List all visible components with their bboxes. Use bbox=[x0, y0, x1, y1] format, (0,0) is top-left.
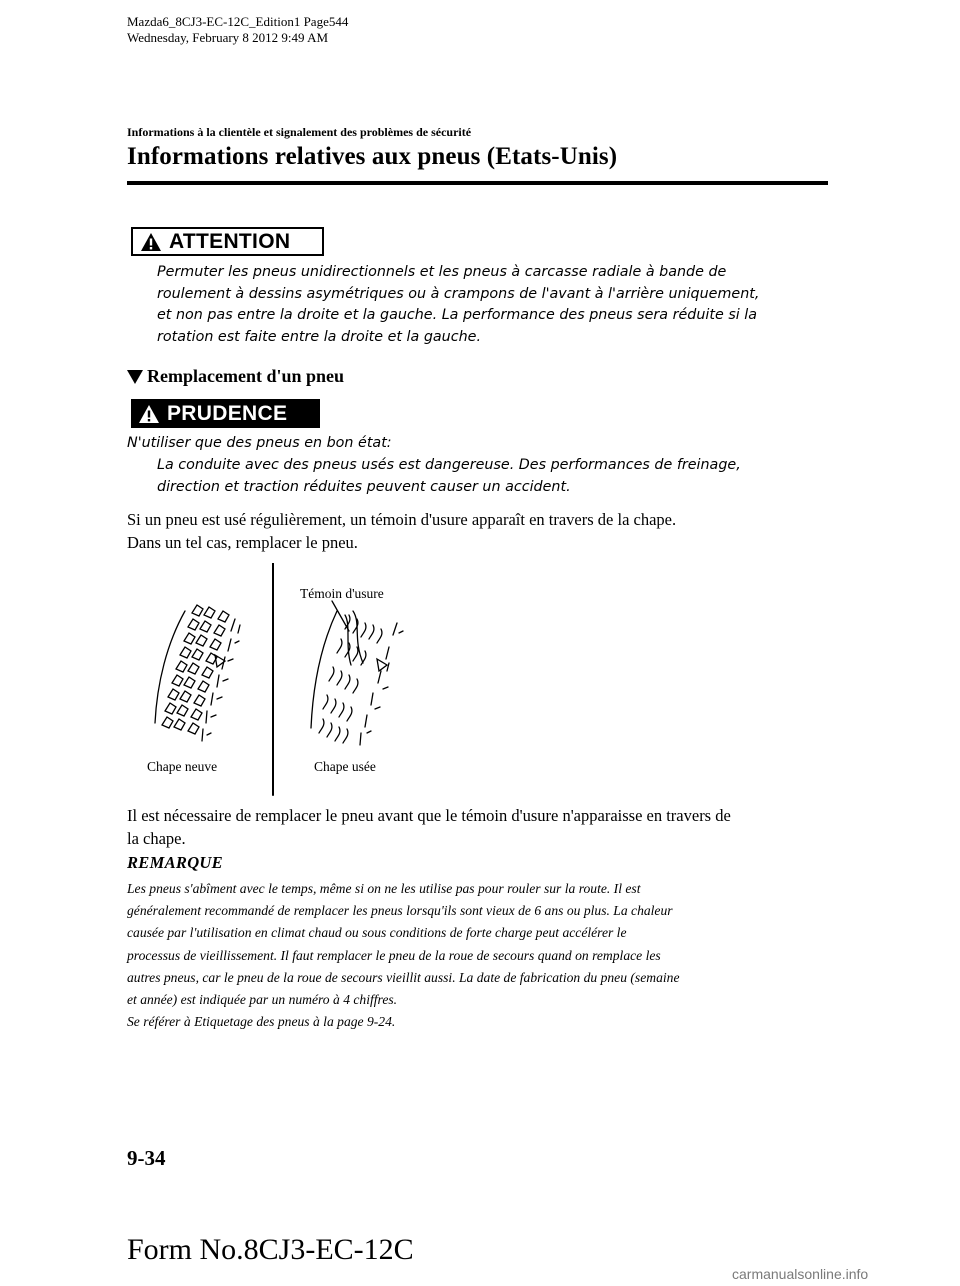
title-rule bbox=[127, 181, 828, 185]
worn-tread-label: Chape usée bbox=[314, 759, 376, 774]
attention-line: roulement à dessins asymétriques ou à crampons de l'avant à l'arrière uniquement, bbox=[157, 285, 760, 302]
watermark: carmanualsonline.info bbox=[732, 1266, 869, 1282]
subsection-heading bbox=[127, 366, 344, 387]
paragraph-line: Dans un tel cas, remplacer le pneu. bbox=[127, 533, 358, 552]
caution-text bbox=[157, 455, 817, 498]
attention-text bbox=[157, 262, 817, 348]
remark-line: et année) est indiquée par un numéro à 4 chiffres. bbox=[127, 992, 398, 1008]
remark-line: autres pneus, car le pneu de la roue de secours vieillit aussi. La date de fabrication du pneu (semaine bbox=[127, 969, 680, 985]
remark-text bbox=[127, 878, 817, 1033]
caution-label: PRUDENCE bbox=[167, 401, 288, 425]
warning-icon bbox=[140, 232, 162, 252]
wear-indicator-label: Témoin d'usure bbox=[300, 586, 384, 601]
remark-line: Se référer à Etiquetage des pneus à la page 9-24. bbox=[127, 1014, 396, 1030]
warning-icon bbox=[138, 404, 160, 424]
paragraph-replace bbox=[127, 804, 817, 850]
attention-line: et non pas entre la droite et la gauche. La performance des pneus sera réduite si la bbox=[157, 307, 758, 323]
print-metadata bbox=[127, 14, 348, 46]
print-metadata-line2: Wednesday, February 8 2012 9:49 AM bbox=[127, 30, 329, 45]
attention-line: Permuter les pneus unidirectionnels et les pneus à carcasse radiale à bande de bbox=[157, 264, 727, 280]
new-tread-illustration bbox=[155, 605, 240, 741]
remark-line: Les pneus s'abîment avec le temps, même si on ne les utilise pas pour rouler sur la route. Il est bbox=[127, 881, 641, 896]
remark-heading: REMARQUE bbox=[127, 853, 223, 872]
attention-label: ATTENTION bbox=[169, 229, 291, 253]
subsection-heading-text: Remplacement d'un pneu bbox=[147, 366, 345, 386]
attention-label-box bbox=[131, 227, 324, 256]
paragraph-line: Si un pneu est usé régulièrement, un témoin d'usure apparaît en travers de la chape. bbox=[127, 510, 677, 529]
triangle-bullet-icon bbox=[127, 370, 143, 384]
form-number: Form No.8CJ3-EC-12C bbox=[127, 1233, 414, 1266]
tread-wear-diagram bbox=[127, 563, 447, 798]
page-title: Informations relatives aux pneus (Etats-Unis) bbox=[127, 143, 618, 170]
paragraph-line: la chape. bbox=[127, 829, 186, 848]
new-tread-label: Chape neuve bbox=[147, 759, 218, 774]
remark-line: causée par l'utilisation en climat chaud ou sous conditions de forte charge peut accélérer le bbox=[127, 925, 627, 941]
paragraph-line: Il est nécessaire de remplacer le pneu avant que le témoin d'usure n'apparaisse en travers de bbox=[127, 806, 731, 825]
caution-label-box bbox=[131, 399, 320, 428]
paragraph-wear bbox=[127, 508, 817, 554]
attention-line: rotation est faite entre la droite et la gauche. bbox=[157, 328, 481, 345]
print-metadata-line1: Mazda6_8CJ3-EC-12C_Edition1 Page544 bbox=[127, 14, 349, 29]
worn-tread-illustration bbox=[311, 601, 403, 745]
remark-line: généralement recommandé de remplacer les pneus lorsqu'ils sont vieux de 6 ans ou plus. La chaleur bbox=[127, 903, 673, 919]
page-number: 9-34 bbox=[127, 1146, 166, 1170]
caution-lead: N'utiliser que des pneus en bon état: bbox=[127, 435, 392, 451]
caution-line: La conduite avec des pneus usés est dangereuse. Des performances de freinage, bbox=[157, 457, 741, 473]
remark-line: processus de vieillissement. Il faut remplacer le pneu de la roue de secours quand on remplace les bbox=[127, 947, 661, 963]
section-subtitle: Informations à la clientèle et signalement des problèmes de sécurité bbox=[127, 125, 472, 139]
caution-line: direction et traction réduites peuvent causer un accident. bbox=[157, 478, 571, 495]
